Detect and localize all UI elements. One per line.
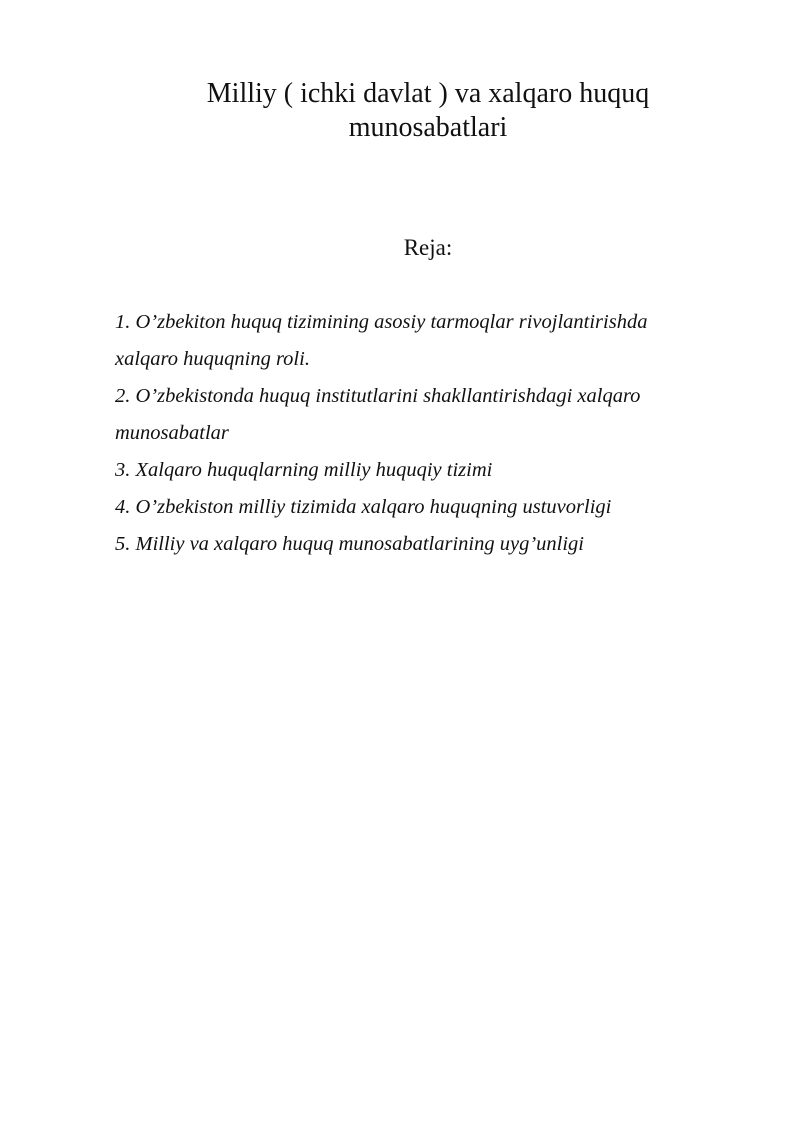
plan-item-5: 5. Milliy va xalqaro huquq munosabatlarining uyg’unligi (115, 533, 584, 555)
plan-item-1: 1. O’zbekiton huquq tizimining asosiy tarmoqlar rivojlantirishda xalqaro huquqning roli. (115, 311, 648, 370)
document-title-line-2: munosabatlari (348, 112, 508, 143)
document-title-line-1: Milliy ( ichki davlat ) va xalqaro huquq (206, 78, 650, 109)
plan-item-4: 4. O’zbekiston milliy tizimida xalqaro huquqning ustuvorligi (115, 496, 612, 518)
plan-heading: Reja: (403, 235, 453, 260)
document-title (150, 77, 706, 145)
plan-item-3: 3. Xalqaro huquqlarning milliy huquqiy tizimi (115, 459, 493, 481)
plan-item-2: 2. O’zbekistonda huquq institutlarini shakllantirishdagi xalqaro munosabatlar (115, 385, 641, 444)
plan-list (115, 304, 695, 563)
